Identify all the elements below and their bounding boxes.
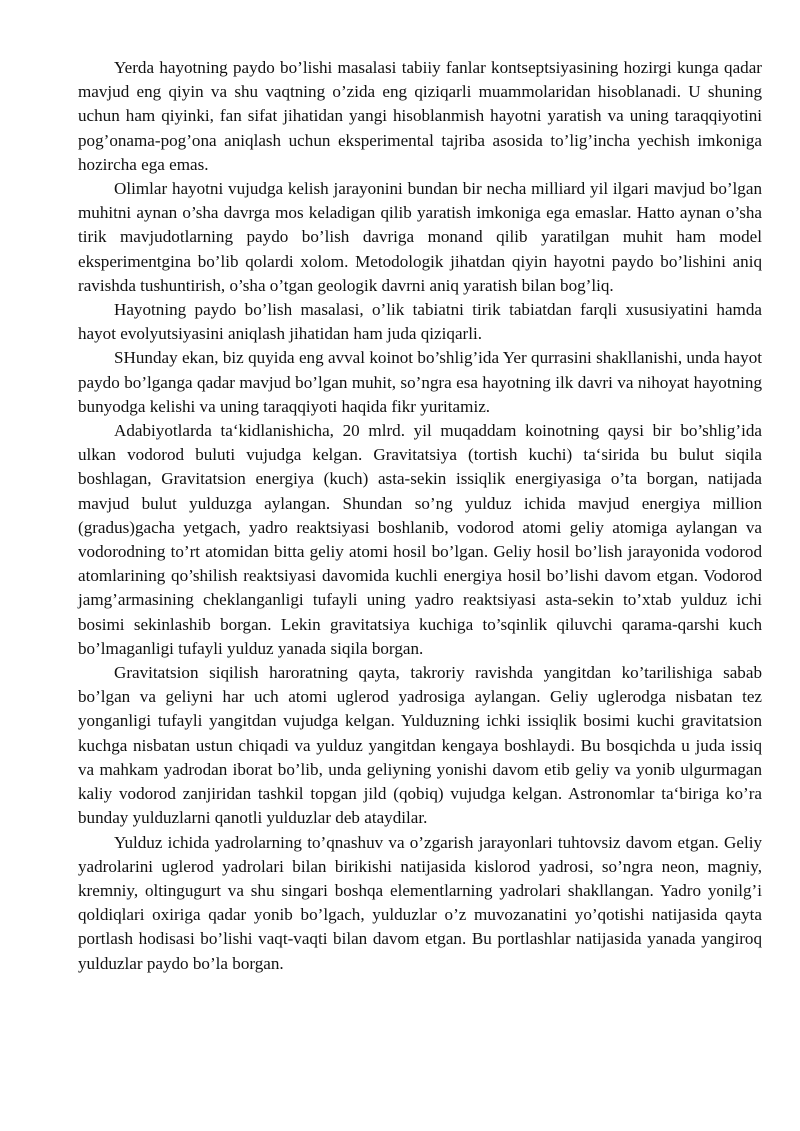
paragraph-4: SHunday ekan, biz quyida eng avval koinot bo’shlig’ida Yer qurrasini shakllanishi, unda hayot paydo bo’lganga qadar mavjud bo’lgan muhit, so’ngra esa hayotning ilk davri va nihoyat hayotning bunyodga kelishi va uning taraqqiyoti haqida fikr yuritamiz. [78, 348, 762, 416]
paragraph-6: Gravitatsion siqilish haroratning qayta, takroriy ravishda yangitdan ko’tarilishiga sabab bo’lgan va geliyni har uch atomi uglerod yadrosiga aylangan. Geliy uglerodga nisbatan tez yonganligi tufayli yangitdan vujudga kelgan. Yulduzning ichki issiqlik bosimi kuchi gravitatsion kuchga nisbatan ustun chiqadi va yulduz yangitdan kengaya boshlaydi. Bu bosqichda u juda issiq va mahkam yadrodan iborat bo’lib, unda geliyning yonishi davom etib geliy va yonib ulgurmagan kaliy vodorod zanjiridan tashkil topgan jild (qobiq) vujudga kelgan. Astronomlar ta‘biriga ko’ra bunday yulduzlarni qanotli yulduzlar deb ataydilar. [78, 663, 762, 828]
paragraph-7: Yulduz ichida yadrolarning to’qnashuv va o’zgarish jarayonlari tuhtovsiz davom etgan. Geliy yadrolarini uglerod yadrolari bilan birikishi natijasida kislorod yadrosi, so’ngra neon, magniy, kremniy, oltingugurt va shu singari boshqa elementlarning yadrolari shakllangan. Yadro yonilg’i qoldiqlari oxiriga qadar yonib bo’lgach, yulduzlar o’z muvozanatini yo’qotishi natijasida qayta portlash hodisasi bo’lishi vaqt-vaqti bilan davom etgan. Bu portlashlar natijasida yanada yangiroq yulduzlar paydo bo’la borgan. [78, 832, 762, 973]
paragraph-2: Olimlar hayotni vujudga kelish jarayonini bundan bir necha milliard yil ilgari mavjud bo’lgan muhitni aynan o’sha davrga mos keladigan qilib yaratish imkoniga ega emaslar. Hatto aynan o’sha tirik mavjudotlarning paydo bo’lish davriga monand qilib yaratilgan muhit ham model eksperimentgina bo’lib qolardi xolom. Metodologik jihatdan qiyin hayotni paydo bo’lishini aniq ravishda tushuntirish, o’sha o’tgan geologik davrni aniq yaratish bilan bog’liq. [78, 179, 762, 295]
document-page [78, 56, 762, 976]
paragraph-1: Yerda hayotning paydo bo’lishi masalasi tabiiy fanlar kontseptsiyasining hozirgi kunga qadar mavjud eng qiyin va shu vaqtning o’zida eng qiziqarli muammolaridan hisoblanadi. U shuning uchun ham qiyinki, fan sifat jihatidan yangi hisoblanmish hayotni yaratish va uning taraqqiyotini pog’onama-pog’ona aniqlash uchun eksperimental tajriba asosida to’lig’incha yechish imkoniga hozircha ega emas. [78, 58, 762, 174]
paragraph-3: Hayotning paydo bo’lish masalasi, o’lik tabiatni tirik tabiatdan farqli xususiyatini hamda hayot evolyutsiyasini aniqlash jihatidan ham juda qiziqarli. [78, 300, 762, 344]
paragraph-5: Adabiyotlarda ta‘kidlanishicha, 20 mlrd. yil muqaddam koinotning qaysi bir bo’shlig’ida ulkan vodorod buluti vujudga kelgan. Gravitatsiya (tortish kuchi) ta‘sirida bu bulut siqila boshlagan, Gravitatsion energiya (kuch) asta-sekin issiqlik energiyasiga o’ta borgan, natijada mavjud bulut yulduzga aylangan. Shundan so’ng yulduz ichida mavjud energiya million (gradus)gacha yetgach, yadro reaktsiyasi boshlanib, vodorod atomi geliy atomiga aylangan va vodorodning to’rt atomidan bitta geliy atomi hosil bo’lgan. Geliy hosil bo’lish jarayonida vodorod atomlarining qo’shilish reaktsiyasi davomida kuchli energiya hosil bo’lishi davom etgan. Vodorod jamg’armasining cheklanganligi tufayli uning yadro reaktsiyasi asta-sekin to’xtab yulduz ichi bosimi sekinlashib borgan. Lekin gravitatsiya kuchiga to’sqinlik qiluvchi qarama-qarshi kuch bo’lmaganligi tufayli yulduz yanada siqila borgan. [78, 421, 762, 658]
